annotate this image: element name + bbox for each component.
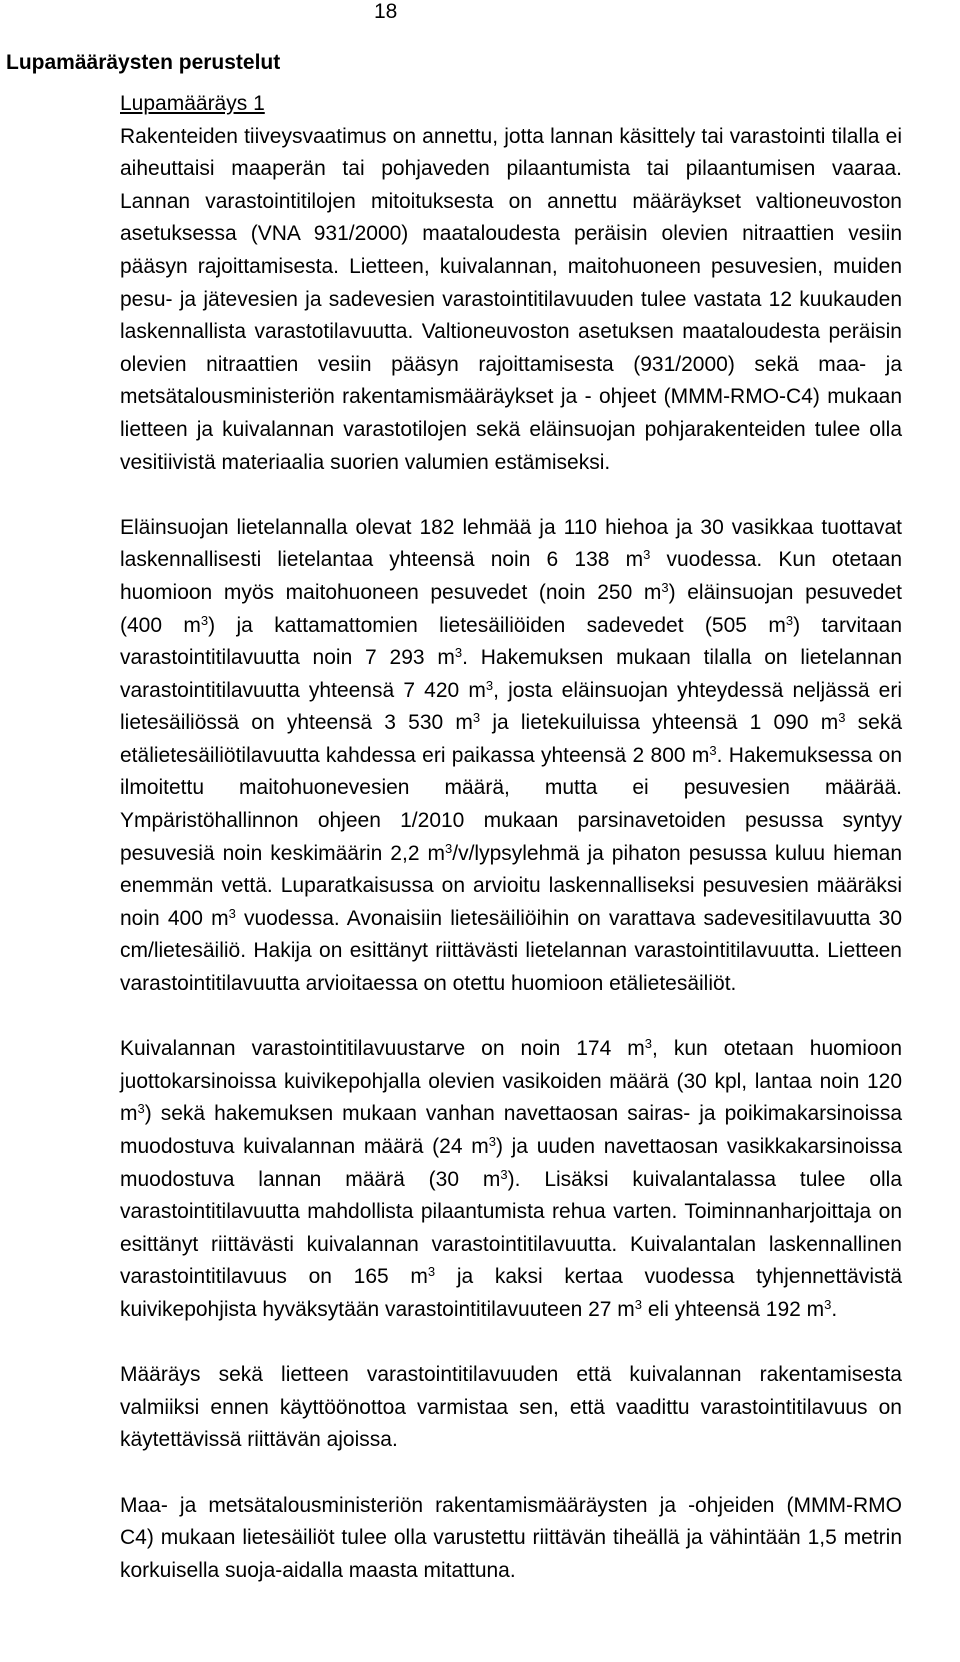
superscript: 3 [200, 612, 209, 628]
page-number: 18 [374, 0, 398, 23]
text-run: ). Lisäksi kuivalantalassa tulee olla varastointitilavuutta mahdollista pilaantumista rehua varten. Toiminnanharjoittaja on esittänyt riittävästi kuivalannan varastointitilavuutta. Kuivalantalan laskennallinen varastointitilavuus on 165 m [120, 1167, 903, 1289]
text-run: . Hakemuksen mukaan tilalla on lietelannan varastointitilavuutta yhteensä 7 420 m [120, 646, 902, 702]
superscript: 3 [228, 905, 236, 921]
text-run: /v/lypsylehmä ja pihaton pesussa kuluu hieman enemmän vettä. Luparatkaisussa on arvioitu laskennalliseksi pesuvesien määräksi noin 400 m [120, 841, 902, 930]
paragraph [120, 121, 902, 480]
text-run: ja kaksi kertaa vuodessa tyhjennettävistä kuivikepohjista hyväksytään varastointitilavuuteen 27 m [120, 1265, 903, 1321]
text-run: vuodessa. Kun otetaan huomioon myös maitohuoneen pesuvedet (noin 250 m [120, 548, 902, 604]
paragraph-list [120, 121, 902, 1588]
text-run: ja lietekuiluissa yhteensä 1 090 m [480, 711, 839, 735]
superscript: 3 [500, 1166, 508, 1182]
paragraph [120, 512, 902, 1001]
text-run: Eläinsuojan lietelannalla olevat 182 lehmää ja 110 hiehoa ja 30 vasikkaa tuottavat laskennallisesti lietelantaa yhteensä noin 6 138 m [120, 515, 902, 572]
text-run: Rakenteiden tiiveysvaatimus on annettu, jotta lannan käsittely tai varastointi tilalla ei aiheuttaisi maaperän tai pohjaveden pilaantumista tai pilaantumisen vaaraa. Lannan varastointitilojen mitoituksesta on annettu määräykset valtioneuvoston asetuksessa (VNA 931/2000) maataloudesta peräisin olevien nitraattien vesiin pääsyn rajoittamisesta. Lietteen, kuivalannan, maitohuoneen pesuvesien, muiden pesu- ja jätevesien ja sadevesien varastointitilavuuden tulee vastata 12 kuukauden laskennallista varastotilavuutta. Valtioneuvoston asetuksen maataloudesta peräisin olevien nitraattien vesiin pääsyn rajoittamisesta (931/2000) sekä maa- ja metsätalousministeriön rakentamismääräykset ja - ohjeet (MMM-RMO-C4) mukaan lietteen ja kuivalannan varastotilojen sekä eläinsuojan pohjarakenteiden tulee olla vesitiivistä materiaalia suorien valumien estämiseksi. [120, 124, 902, 474]
superscript: 3 [644, 1036, 653, 1052]
text-run: ) eläinsuojan pesuvedet (400 m [120, 580, 903, 637]
superscript: 3 [137, 1101, 145, 1117]
superscript: 3 [661, 579, 669, 595]
paragraph-gap [120, 1457, 902, 1490]
text-run: , josta eläinsuojan yhteydessä neljässä eri lietesäiliössä on yhteensä 3 530 m [120, 678, 902, 735]
text-run: , kun otetaan huomioon juottokarsinoissa kuivikepohjalla olevien vasikoiden määrä (30 kpl, lantaa noin 120 m [120, 1037, 902, 1126]
text-run: Kuivalannan varastointitilavuustarve on noin 174 m [120, 1037, 645, 1061]
text-run: ) tarvitaan varastointitilavuutta noin 7 293 m [120, 613, 902, 670]
text-run: ) ja kattamattomien lietesäiliöiden sadevedet (505 m [208, 613, 786, 637]
superscript: 3 [643, 547, 651, 563]
paragraph-gap [120, 1001, 902, 1034]
superscript: 3 [634, 1296, 643, 1312]
superscript: 3 [824, 1296, 832, 1312]
text-run: ) sekä hakemuksen mukaan vanhan navettaosan sairas- ja poikimakarsinoissa muodostuva kuivalannan määrä (24 m [120, 1102, 902, 1158]
text-run: eli yhteensä 192 m [642, 1297, 825, 1321]
superscript: 3 [445, 840, 453, 856]
document-body [120, 88, 902, 1587]
text-run: . [831, 1297, 838, 1321]
superscript: 3 [488, 1133, 496, 1149]
paragraph-gap [120, 479, 902, 512]
superscript: 3 [709, 742, 717, 758]
superscript: 3 [485, 677, 494, 693]
paragraph-gap [120, 1327, 902, 1360]
paragraph [120, 1359, 902, 1457]
superscript: 3 [427, 1264, 436, 1280]
paragraph [120, 1490, 902, 1588]
superscript: 3 [454, 644, 463, 660]
superscript: 3 [785, 612, 794, 628]
superscript: 3 [838, 710, 846, 726]
text-run: Määräys sekä lietteen varastointitilavuuden että kuivalannan rakentamisesta valmiiksi ennen käyttöönottoa varmistaa sen, että vaadittu varastointitilavuus on käytettävissä riittävän ajoissa. [120, 1363, 902, 1452]
section-heading: Lupamääräysten perustelut [6, 51, 281, 74]
text-run: vuodessa. Avonaisiin lietesäiliöihin on varattava sadevesitilavuutta 30 cm/lietesäiliö. Hakija on esittänyt riittävästi lietelannan varastointitilavuutta. Lietteen varastointitilavuutta arvioitaessa on otettu huomioon etälietesäiliöt. [120, 906, 902, 996]
text-run: sekä etälietesäiliötilavuutta kahdessa eri paikassa yhteensä 2 800 m [120, 711, 903, 767]
text-run: ) ja uuden navettaosan vasikkakarsinoissa muodostuva lannan määrä (30 m [120, 1135, 902, 1191]
text-run: . Hakemuksessa on ilmoitettu maitohuonevesien määrä, mutta ei pesuvesien määrää. Ympäristöhallinnon ohjeen 1/2010 mukaan parsinavetoiden pesussa syntyy pesuvesiä noin keskimäärin 2,2 m [120, 743, 902, 865]
superscript: 3 [472, 710, 481, 726]
subheading: Lupamääräys 1 [120, 92, 265, 115]
text-run: Maa- ja metsätalousministeriön rakentamismääräysten ja -ohjeiden (MMM-RMO C4) mukaan lietesäiliöt tulee olla varustettu riittävän tiheällä ja vähintään 1,5 metrin korkuisella suoja-aidalla maasta mitattuna. [120, 1493, 902, 1582]
paragraph [120, 1033, 902, 1326]
